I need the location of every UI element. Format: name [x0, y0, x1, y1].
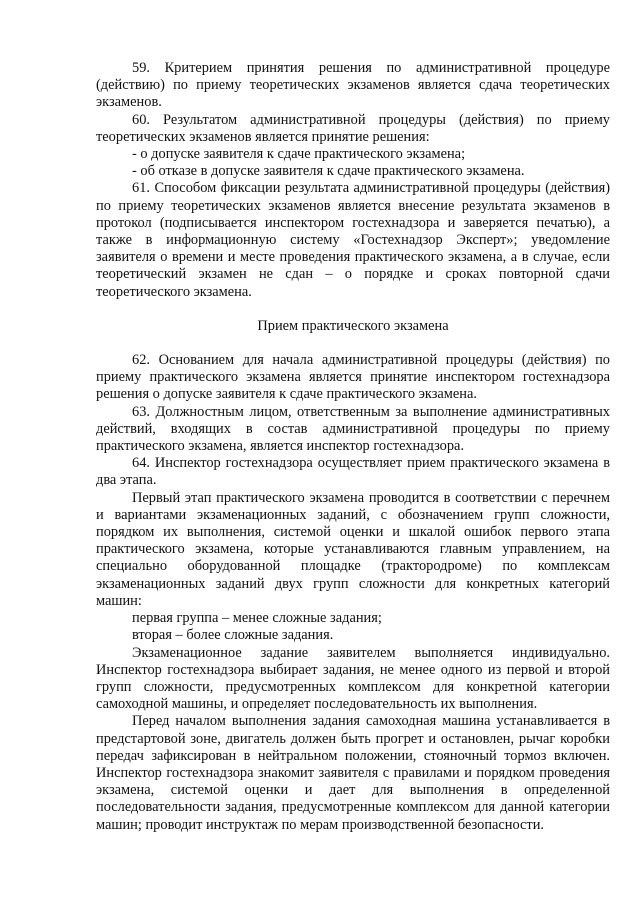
- group-item-second: вторая – более сложные задания.: [132, 627, 334, 644]
- paragraph-before-start: Перед началом выполнения задания самоходная машина устанавливается в предстартовой зоне, двигатель должен быть прогрет и остановлен, рычаг коробки передач зафиксирован в нейтральном положении, стояночный тормоз включен. Инспектор гостехнадзора знакомит заявителя с правилами и порядком проведения экзамена, системой оценки и дает для выполнения в определенной последовательности задания, предусмотренные комплексом для данной категории машин; проводит инструктаж по мерам производственной безопасности.: [96, 713, 610, 833]
- paragraph-62: 62. Основанием для начала административной процедуры (действия) по приему практического экзамена является принятие инспектором гостехнадзора решения о допуске заявителя к сдаче практического экзамена.: [96, 352, 610, 403]
- section-heading: Прием практического экзамена: [257, 317, 449, 334]
- paragraph-60: 60. Результатом административной процедуры (действия) по приему теоретических экзаменов является принятие решения:: [96, 111, 610, 145]
- group-item-first: первая группа – менее сложные задания;: [132, 610, 382, 627]
- decision-item-admit: - о допуске заявителя к сдаче практического экзамена;: [132, 146, 466, 163]
- paragraph-61: 61. Способом фиксации результата административной процедуры (действия) по приему теоретических экзаменов является внесение результата экзаменов в протокол (подписывается инспектором гостехнадзора и заверяется печатью), а также в информационную систему «Гостехнадзор Эксперт»; уведомление заявителя о времени и месте проведения практического экзамена, а в случае, если теоретический экзамен не сдан – о порядке и сроках повторной сдачи теоретического экзамена.: [96, 180, 610, 300]
- document-page: [96, 60, 610, 834]
- decision-item-refuse: - об отказе в допуске заявителя к сдаче практического экзамена.: [132, 163, 525, 180]
- paragraph-63: 63. Должностным лицом, ответственным за выполнение административных действий, входящих в состав административной процедуры по приему практического экзамена, является инспектор гостехнадзора.: [96, 403, 610, 455]
- paragraph-59: 59. Критерием принятия решения по административной процедуре (действию) по приему теоретических экзаменов является сдача теоретических экзаменов.: [96, 60, 610, 111]
- paragraph-first-stage: Первый этап практического экзамена проводится в соответствии с перечнем и вариантами экзаменационных заданий, с обозначением групп сложности, порядком их выполнения, системой оценки и шкалой ошибок первого этапа практического экзамена, которые устанавливаются главным управлением, на специально оборудованной площадке (трактородроме) по комплексам экзаменационных заданий двух групп сложности для конкретных категорий машин:: [96, 489, 610, 609]
- paragraph-64: 64. Инспектор гостехнадзора осуществляет прием практического экзамена в два этапа.: [96, 455, 610, 489]
- paragraph-exam-task: Экзаменационное задание заявителем выполняется индивидуально. Инспектор гостехнадзора выбирает задания, не менее одного из первой и второй групп сложности, предусмотренных комплексом для конкретной категории самоходной машины, и определяет последовательность их выполнения.: [96, 644, 610, 713]
